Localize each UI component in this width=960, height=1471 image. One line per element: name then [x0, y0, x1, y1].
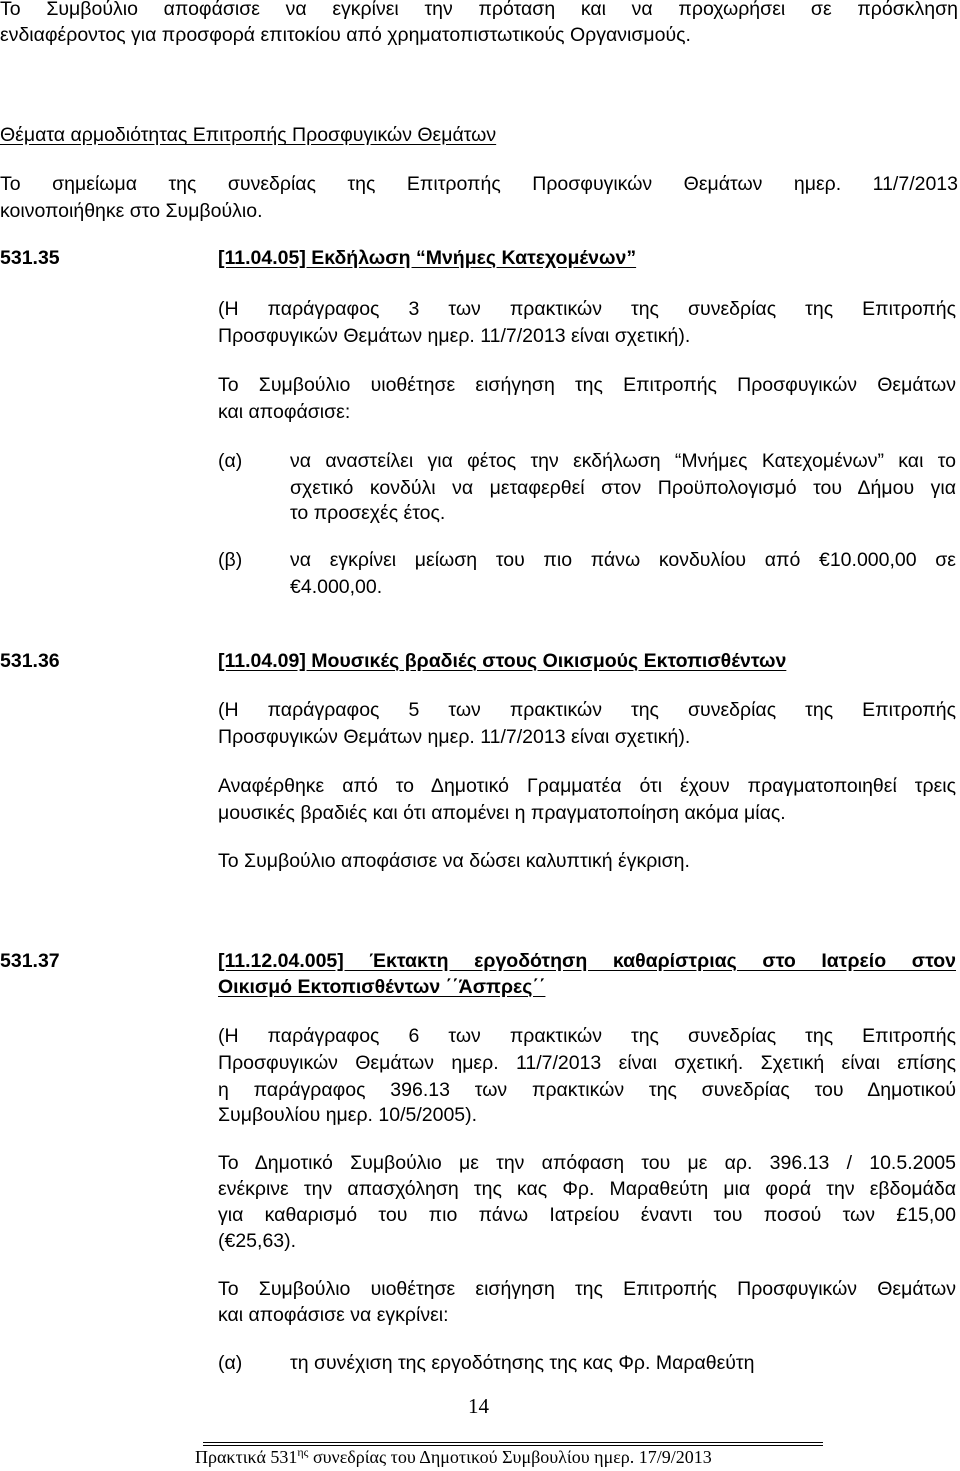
item-37-note-line-3: η παράγραφος 396.13 των πρακτικών της συνεδρίας του Δημοτικού [218, 1079, 956, 1101]
item-36-number: 531.36 [0, 650, 60, 672]
item-37-history-line-2: ενέκρινε την απασχόληση της κας Φρ. Μαραθεύτη μια φορά την εβδομάδα [218, 1178, 956, 1200]
item-35-a-line-1: να αναστείλει για φέτος την εκδήλωση “Μνήμες Κατεχομένων” και το [290, 450, 956, 472]
item-37-history-line-3: για καθαρισμό του πιο πάνω Ιατρείου έναντι του ποσού των £15,00 [218, 1204, 956, 1226]
item-35-title: [11.04.05] Εκδήλωση “Μνήμες Κατεχομένων” [218, 247, 637, 269]
section-line-1: Το σημείωμα της συνεδρίας της Επιτροπής Προσφυγικών Θεμάτων ημερ. 11/7/2013 [0, 173, 958, 195]
section-heading: Θέματα αρμοδιότητας Επιτροπής Προσφυγικών Θεμάτων [0, 124, 497, 146]
item-37-title-line-2: Οικισμό Εκτοπισθέντων ΄΄Άσπρες΄΄ [218, 976, 546, 998]
item-37-title-line-1: [11.12.04.005] Έκτακτη εργοδότηση καθαρίστριας στο Ιατρείο στον [218, 950, 956, 972]
item-37-a-label: (α) [218, 1352, 243, 1374]
item-35-number: 531.35 [0, 247, 60, 269]
item-35-b-line-2: €4.000,00. [290, 576, 383, 598]
item-37-a-line-1: τη συνέχιση της εργοδότησης της κας Φρ. Μαραθεύτη [290, 1352, 755, 1374]
item-37-history-line-1: Το Δημοτικό Συμβούλιο με την απόφαση του με αρ. 396.13 / 10.5.2005 [218, 1152, 956, 1174]
item-37-decision-line-1: Το Συμβούλιο υιοθέτησε εισήγηση της Επιτροπής Προσφυγικών Θεμάτων [218, 1278, 956, 1300]
item-35-note-line-2: Προσφυγικών Θεμάτων ημερ. 11/7/2013 είναι σχετική). [218, 325, 691, 347]
item-35-b-label: (β) [218, 549, 243, 571]
item-37-note-line-1: (Η παράγραφος 6 των πρακτικών της συνεδρίας της Επιτροπής [218, 1025, 956, 1047]
footer-text [195, 1444, 712, 1471]
footer-text-before: Πρακτικά 531 [195, 1447, 298, 1467]
item-37-number: 531.37 [0, 950, 60, 972]
item-36-report-line-2: μουσικές βραδιές και ότι απομένει η πραγματοποίηση ακόμα μίας. [218, 802, 786, 824]
item-36-note-line-1: (Η παράγραφος 5 των πρακτικών της συνεδρίας της Επιτροπής [218, 699, 956, 721]
item-36-decision: Το Συμβούλιο αποφάσισε να δώσει καλυπτική έγκριση. [218, 850, 690, 872]
footer-rule-top [203, 1442, 823, 1443]
item-36-report-line-1: Αναφέρθηκε από το Δημοτικό Γραμματέα ότι έχουν πραγματοποιηθεί τρεις [218, 775, 956, 797]
intro-line-1: Το Συμβούλιο αποφάσισε να εγκρίνει την πρόταση και να προχωρήσει σε πρόσκληση [0, 0, 958, 20]
item-35-a-line-2: σχετικό κονδύλι να μεταφερθεί στον Προϋπολογισμό του Δήμου για [290, 477, 956, 499]
item-35-note-line-1: (Η παράγραφος 3 των πρακτικών της συνεδρίας της Επιτροπής [218, 298, 956, 320]
item-35-decision-line-2: και αποφάσισε: [218, 401, 351, 423]
page-number: 14 [468, 1394, 489, 1418]
footer-superscript: ης [297, 1445, 309, 1459]
item-35-b-line-1: να εγκρίνει μείωση του πιο πάνω κονδυλίου από €10.000,00 σε [290, 549, 956, 571]
item-35-a-label: (α) [218, 450, 243, 472]
item-35-decision-line-1: Το Συμβούλιο υιοθέτησε εισήγηση της Επιτροπής Προσφυγικών Θεμάτων [218, 374, 956, 396]
footer-text-after: συνεδρίας του Δημοτικού Συμβουλίου ημερ. 17/9/2013 [308, 1447, 712, 1467]
item-37-decision-line-2: και αποφάσισε να εγκρίνει: [218, 1304, 449, 1326]
item-37-history-line-4: (€25,63). [218, 1230, 297, 1252]
section-line-2: κοινοποιήθηκε στο Συμβούλιο. [0, 200, 263, 222]
intro-line-2: ενδιαφέροντος για προσφορά επιτοκίου από χρηματοπιστωτικούς Οργανισμούς. [0, 24, 691, 46]
item-37-note-line-4: Συμβουλίου ημερ. 10/5/2005). [218, 1104, 478, 1126]
item-36-note-line-2: Προσφυγικών Θεμάτων ημερ. 11/7/2013 είναι σχετική). [218, 726, 691, 748]
item-37-note-line-2: Προσφυγικών Θεμάτων ημερ. 11/7/2013 είναι σχετική. Σχετική είναι επίσης [218, 1052, 956, 1074]
item-35-a-line-3: το προσεχές έτος. [290, 502, 446, 524]
item-36-title: [11.04.09] Μουσικές βραδιές στους Οικισμούς Εκτοπισθέντων [218, 650, 787, 672]
